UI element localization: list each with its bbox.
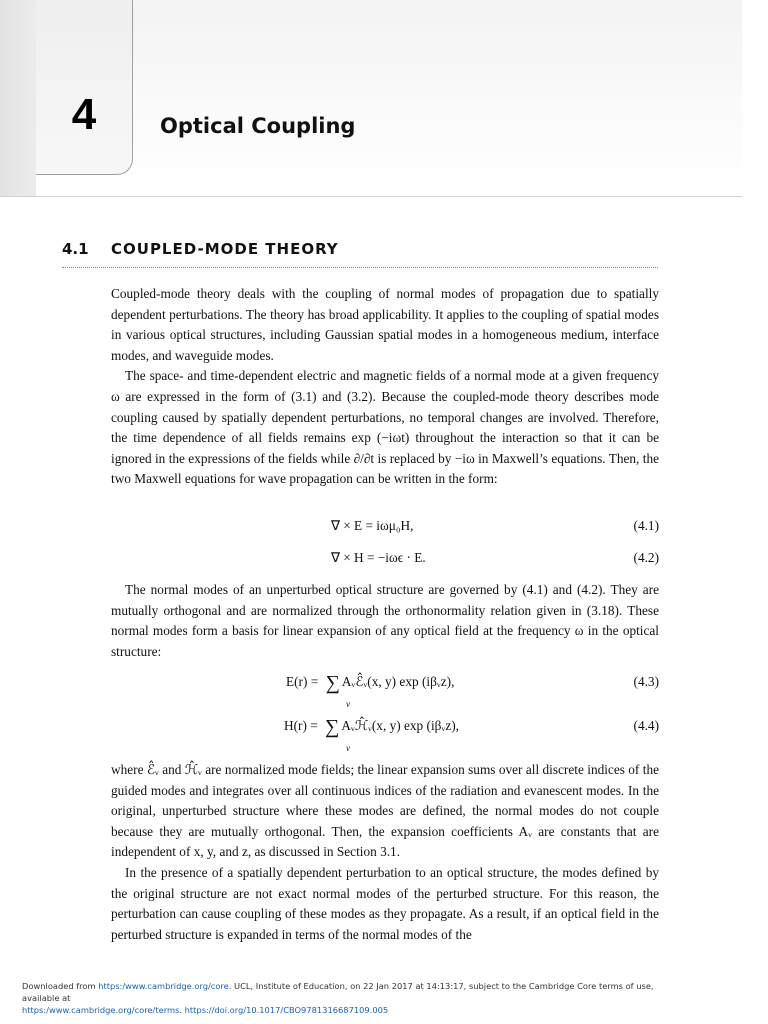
equation-rhs: Aᵥℋ̂ᵥ(x, y) exp (iβᵥz),	[341, 718, 459, 733]
equation-number: (4.2)	[633, 550, 659, 565]
paragraph: The normal modes of an unperturbed optical structure are governed by (4.1) and (4.2). They are mutually orthogonal and are normalized through the orthonormality relation given in (3.18). These normal modes form a basis for linear expansion of any optical field at the frequency ω in the optical structure:	[111, 582, 659, 659]
paragraph: In the presence of a spatially dependent perturbation to an optical structure, the modes defined by the original structure are not exact normal modes of the perturbed structure. For this reason, the perturbation can cause coupling of these modes as they propagate. As a result, if an optical field in the perturbed structure is expanded in terms of the normal modes of the	[111, 864, 659, 942]
equation	[111, 514, 659, 538]
equation-number: (4.1)	[633, 518, 659, 533]
body-text-top	[111, 284, 659, 490]
equation-lhs: E(r) =	[286, 674, 322, 689]
footer-core-link[interactable]: https:/www.cambridge.org/core	[98, 981, 229, 991]
footer-text: . UCL, Institute of Education, on 22 Jan 2017 at 14:13:17, subject to the Cambridge Core terms of use, available at	[22, 981, 654, 1003]
chapter-side-strip	[0, 0, 36, 196]
summation-index: ν	[346, 743, 350, 753]
equation	[111, 714, 659, 753]
download-footer	[22, 980, 672, 1016]
equation-body: ∇ × H = −iωϵ · E.	[331, 550, 426, 565]
footer-text: .	[179, 1005, 185, 1015]
section-divider	[62, 267, 658, 268]
equation-number: (4.4)	[633, 718, 659, 733]
equation-body	[286, 670, 455, 709]
chapter-number: 4	[71, 90, 97, 139]
summation-index: ν	[346, 699, 350, 709]
chapter-number-tab	[36, 0, 133, 175]
summation-symbol: ∑	[325, 716, 340, 738]
footer-text: Downloaded from	[22, 981, 99, 991]
body-text-bottom	[111, 760, 659, 945]
section-title: COUPLED-MODE THEORY	[111, 240, 339, 258]
body-text-middle	[111, 580, 659, 662]
equation-lhs: H(r) =	[284, 718, 322, 733]
equation-body	[284, 714, 459, 753]
equation	[111, 670, 659, 709]
footer-doi-link[interactable]: https://doi.org/10.1017/CBO9781316687109.005	[184, 1005, 389, 1015]
equation	[111, 546, 659, 570]
paragraph: The space- and time-dependent electric and magnetic fields of a normal mode at a given frequency ω are expressed in the form of (3.1) and (3.2). Because the coupled-mode theory describes mode coupling caused by spatially dependent perturbations, no temporal changes are involved. Therefore, the time dependence of all fields remains exp (−iωt) throughout the interaction so that it can be ignored in the expressions of the fields while ∂/∂t is replaced by −iω in Maxwell’s equations. Then, the two Maxwell equations for wave propagation can be written in the form:	[111, 368, 659, 487]
equation-body: ∇ × E = iωμ₀H,	[331, 518, 414, 533]
section-number: 4.1	[62, 240, 89, 258]
equation-rhs: Aᵥℰ̂ᵥ(x, y) exp (iβᵥz),	[341, 674, 455, 689]
footer-terms-link[interactable]: https:/www.cambridge.org/core/terms	[22, 1005, 180, 1015]
paragraph: where ℰ̂ᵥ and ℋ̂ᵥ are normalized mode fields; the linear expansion sums over all discrete indices of the guided modes and integrates over all continuous indices of the radiation and evanescent modes. In the original, unperturbed structure where these modes are defined, the normal modes do not couple because they are mutually orthogonal. Then, the expansion coefficients Aᵥ are constants that are independent of x, y, and z, as discussed in Section 3.1.	[111, 762, 659, 860]
chapter-title: Optical Coupling	[160, 114, 356, 138]
summation-symbol: ∑	[325, 672, 340, 694]
paragraph: Coupled-mode theory deals with the coupling of normal modes of propagation due to spatially dependent perturbations. The theory has broad applicability. It applies to the coupling of spatial modes in various optical structures, including Gaussian spatial modes in a homogeneous medium, interface modes, and waveguide modes.	[111, 286, 659, 363]
equation-number: (4.3)	[633, 674, 659, 689]
